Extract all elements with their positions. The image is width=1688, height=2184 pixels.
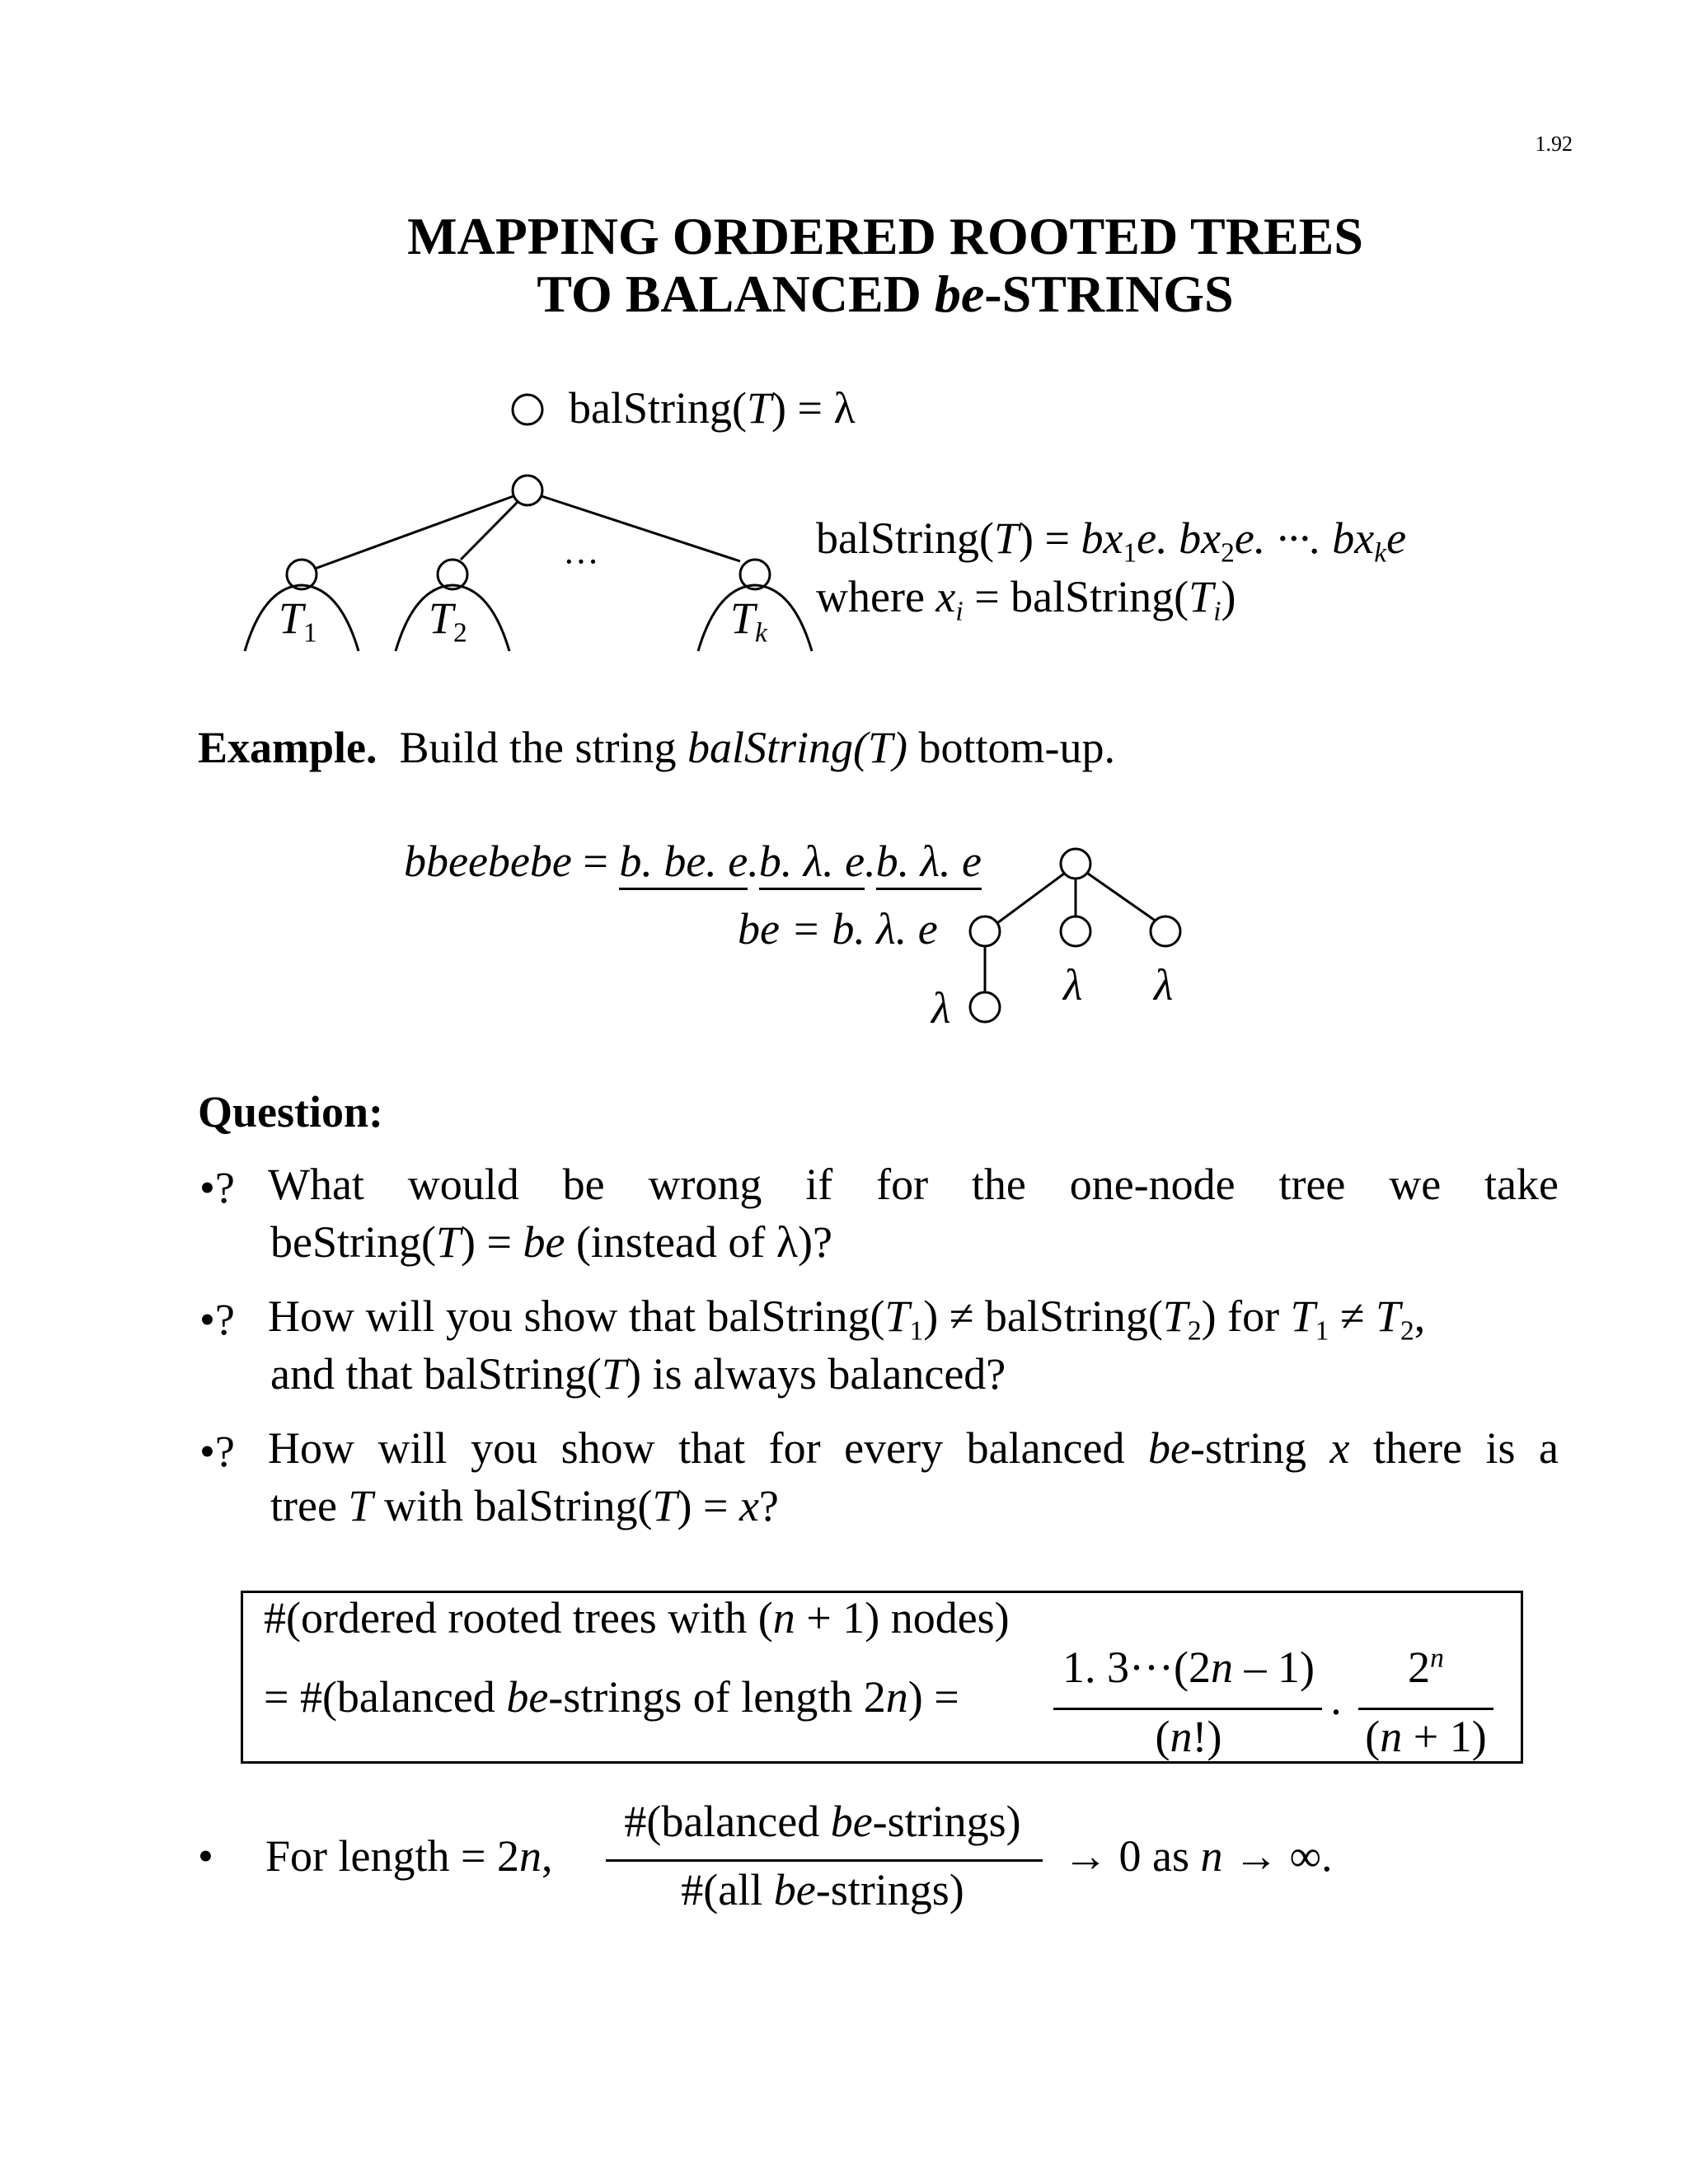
- example-equation-1: bbeebebe = b. be. e.b. λ. e.b. λ. e: [404, 839, 982, 883]
- base-case-equation: balString(T) = λ: [569, 383, 856, 433]
- question-heading: Question:: [198, 1087, 384, 1137]
- lambda-label-1: λ: [931, 983, 951, 1033]
- subtree-tk-label: $T_k$: [730, 593, 767, 649]
- example-child-2: [1061, 916, 1090, 946]
- page-subtitle: TO BALANCED be-STRINGS: [537, 265, 1234, 323]
- question-1-line-1: What would be wrong if for the one-node tree we take: [268, 1160, 1559, 1209]
- question-3-line-2: tree T with balString(T) = x?: [270, 1481, 779, 1530]
- fraction-1-numerator: 1. 3···(2n – 1): [1062, 1643, 1315, 1692]
- final-bullet: •: [198, 1831, 213, 1881]
- fraction-2-line: [1358, 1708, 1493, 1710]
- recursive-definition: balString(T) = $bx_1e$. $bx_2e$. ···. $bx_ke$: [816, 513, 1407, 569]
- formula-line-1: #(ordered rooted trees with (n + 1) nodes): [264, 1593, 1010, 1643]
- example-grandchild: [970, 992, 1000, 1022]
- example-child-3: [1151, 916, 1180, 946]
- formula-line-2: = #(balanced be-strings of length 2n) =: [264, 1672, 959, 1722]
- question-2-bullet: •?: [199, 1295, 235, 1344]
- root-node: [513, 476, 542, 505]
- example-child-1: [970, 916, 1000, 946]
- example-line: Example. Build the string balString(T) bottom-up.: [198, 723, 1116, 772]
- lambda-label-3: λ: [1154, 960, 1174, 1010]
- subtree-t1-label: $T_1$: [279, 593, 317, 649]
- page-title: MAPPING ORDERED ROOTED TREES: [407, 207, 1363, 265]
- recursive-where-clause: where $x_i$ = $balString(T_i)$: [816, 572, 1236, 627]
- fraction-multiply-dot: ·: [1329, 1687, 1343, 1736]
- base-node: [513, 395, 542, 424]
- subtree-t2-label: $T_2$: [429, 593, 467, 649]
- example-equation-2: be = b. λ. e: [738, 904, 938, 954]
- example-root-node: [1061, 849, 1090, 879]
- ratio-limit: → 0 as n → ∞.: [1063, 1831, 1333, 1881]
- fraction-1-denominator: (n!): [1155, 1712, 1222, 1761]
- lambda-label-2: λ: [1063, 960, 1083, 1010]
- question-3-bullet: •?: [199, 1427, 235, 1476]
- question-1-bullet: •?: [199, 1163, 235, 1212]
- fraction-1-line: [1053, 1708, 1322, 1710]
- page-number: 1.92: [1535, 132, 1573, 156]
- ratio-fraction-line: [606, 1859, 1043, 1862]
- question-1-line-2: beString(T) = be (instead of λ)?: [270, 1217, 832, 1267]
- fraction-2-numerator: 2$^n$: [1408, 1643, 1444, 1692]
- tree-ellipsis: ···: [563, 541, 599, 582]
- ratio-denominator: #(all be-strings): [681, 1865, 964, 1915]
- question-3-line-1: How will you show that for every balanced be-string x there is a: [268, 1423, 1559, 1473]
- final-bullet-lead: For length = 2n,: [265, 1831, 553, 1881]
- fraction-2-denominator: (n + 1): [1365, 1712, 1487, 1761]
- question-2-line-1: How will you show that $balString(T_1)$ ≠ $balString(T_2)$ for $T_1 \ne T_2$,: [268, 1291, 1426, 1347]
- ratio-numerator: #(balanced be-strings): [624, 1797, 1021, 1846]
- question-2-line-2: and that balString(T) is always balanced?: [270, 1349, 1006, 1399]
